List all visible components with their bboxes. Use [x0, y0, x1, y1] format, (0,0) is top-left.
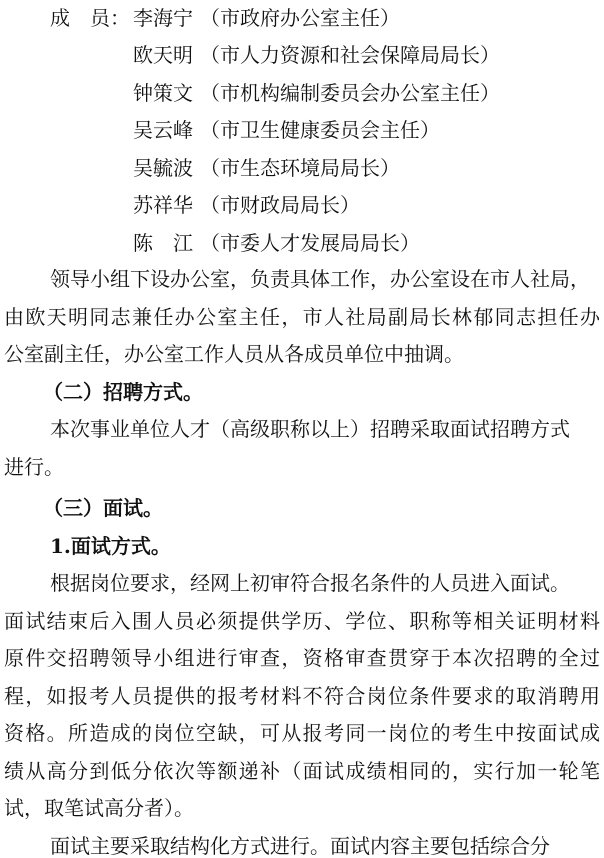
section-heading: （三）面试。 — [43, 496, 163, 520]
member-name: 苏祥华 — [133, 193, 193, 217]
paragraph-line: 面试结束后入围人员必须提供学历、学位、职称等相关证明材料 — [4, 609, 600, 633]
paragraph-line: 原件交招聘领导小组进行审查，资格审查贯穿于本次招聘的全过 — [4, 646, 600, 670]
paragraph-line: 进行。 — [4, 455, 64, 479]
member-role: （市政府办公室主任） — [200, 6, 400, 30]
paragraph-line: 资格。所造成的岗位空缺，可从报考同一岗位的考生中按面试成 — [4, 721, 600, 745]
paragraph-line: 面试主要采取结构化方式进行。面试内容主要包括综合分 — [50, 834, 550, 858]
member-name: 李海宁 — [133, 6, 193, 30]
paragraph-line: 由欧天明同志兼任办公室主任，市人社局副局长林郁同志担任办 — [4, 305, 600, 329]
member-name: 钟策文 — [133, 81, 193, 105]
member-role: （市卫生健康委员会主任） — [200, 118, 440, 142]
member-role: （市委人才发展局局长） — [200, 231, 420, 255]
member-role: （市生态环境局局长） — [200, 156, 400, 180]
paragraph-line: 程，如报考人员提供的报考材料不符合岗位条件要求的取消聘用 — [4, 684, 600, 708]
member-role: （市财政局局长） — [200, 193, 360, 217]
paragraph-line: 根据岗位要求，经网上初审符合报名条件的人员进入面试。 — [50, 571, 570, 595]
paragraph-line: 试，取笔试高分者）。 — [4, 796, 194, 820]
members-label: 成 员： — [50, 6, 130, 30]
member-name: 陈 江 — [133, 231, 193, 255]
paragraph-line: 公室副主任，办公室工作人员从各成员单位中抽调。 — [4, 342, 464, 366]
member-name: 吴云峰 — [133, 118, 193, 142]
member-role: （市人力资源和社会保障局局长） — [200, 43, 500, 67]
section-heading: （二）招聘方式。 — [43, 380, 203, 404]
subsection-heading: 1.面试方式。 — [50, 534, 171, 558]
member-name: 欧天明 — [133, 43, 193, 67]
member-name: 吴毓波 — [133, 156, 193, 180]
member-role: （市机构编制委员会办公室主任） — [200, 81, 500, 105]
paragraph-line: 领导小组下设办公室，负责具体工作，办公室设在市人社局， — [50, 267, 590, 291]
paragraph-line: 本次事业单位人才（高级职称以上）招聘采取面试招聘方式 — [50, 417, 570, 441]
paragraph-line: 绩从高分到低分依次等额递补（面试成绩相同的，实行加一轮笔 — [4, 759, 600, 783]
